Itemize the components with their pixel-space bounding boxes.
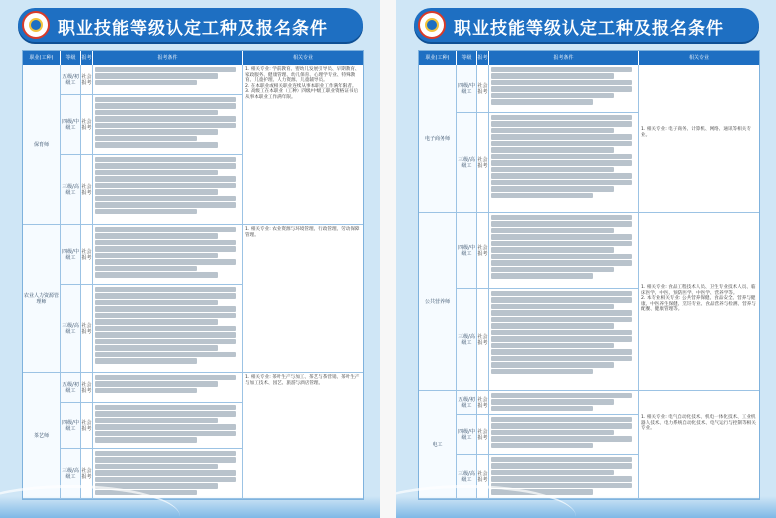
conditions-cell [93,403,243,449]
header-related: 相关专业 [639,51,759,65]
conditions-cell [93,155,243,225]
related-text: 1. 相关专业: 茶叶生产与加工、茶艺与茶营销、茶叶生产与加工技术、园艺、旅游与酒店管理。 [245,375,360,386]
occupation-cell: 茶艺师 [23,373,61,499]
method-cell: 社会报考 [477,455,489,499]
requirements-table [418,50,760,500]
level-cell: 三级/高级工 [457,455,477,499]
method-cell: 社会报考 [477,391,489,415]
method-cell: 社会报考 [81,65,93,95]
method-cell: 社会报考 [81,373,93,403]
level-cell: 四级/中级工 [61,403,81,449]
related-text: 1. 相关专业: 农业资源与环境管理、行政管理、劳动保障管理。 [245,227,360,238]
level-cell: 三级/高级工 [61,155,81,225]
header-method: 报考方式 [477,51,489,65]
occupation-cell: 电工 [419,391,457,499]
related-text: 2. 在本职业或相关职业连续从事本职业工作满年限者。 [245,83,357,89]
level-cell: 三级/高级工 [457,113,477,213]
level-cell: 四级/中级工 [457,415,477,455]
method-cell: 社会报考 [477,113,489,213]
related-cell [639,213,759,391]
occupation-cell: 保育师 [23,65,61,225]
method-cell: 社会报考 [81,155,93,225]
related-cell [243,225,363,373]
level-cell: 四级/中级工 [457,65,477,113]
method-cell: 社会报考 [81,449,93,499]
level-cell: 三级/高级工 [457,289,477,391]
method-cell: 社会报考 [477,289,489,391]
header-occupation: 职业(工种) [23,51,61,65]
header-method: 报考方式 [81,51,93,65]
page-title: 职业技能等级认定工种及报名条件 [454,19,724,39]
occupation-cell: 农业人力资源管理师 [23,225,61,373]
conditions-cell [489,113,639,213]
method-cell: 社会报考 [81,403,93,449]
related-cell [243,373,363,499]
level-cell: 三级/高级工 [61,449,81,499]
conditions-cell [489,213,639,289]
related-text: 1. 相关专业: 电子商务、计算机、网络、通讯等相关专业。 [641,127,751,138]
conditions-cell [489,289,639,391]
page-header [18,8,363,42]
method-cell: 社会报考 [477,65,489,113]
header-conditions: 报考条件 [489,51,639,65]
requirements-table [22,50,364,500]
method-cell: 社会报考 [81,285,93,373]
level-cell: 四级/中级工 [61,95,81,155]
logo-icon [22,11,50,39]
conditions-cell [93,225,243,285]
conditions-cell [93,285,243,373]
conditions-cell [489,65,639,113]
related-text: 1. 相关专业: 电气自动化技术、机电一体化技术、工业机器人技术、电力系统自动化技术、电气运行与控制等相关专业。 [641,415,756,432]
related-text: 3. 高级工在本职业（工种）四级/中级工职业资格证书后从事本职业工作满年限。 [245,89,359,100]
conditions-cell [93,65,243,95]
header-occupation: 职业(工种) [419,51,457,65]
header-level: 等级 [457,51,477,65]
header-level: 等级 [61,51,81,65]
level-cell: 五级/初级工 [61,65,81,95]
method-cell: 社会报考 [81,95,93,155]
method-cell: 社会报考 [81,225,93,285]
method-cell: 社会报考 [477,415,489,455]
level-cell: 三级/高级工 [61,285,81,373]
level-cell: 四级/中级工 [61,225,81,285]
page-header [414,8,759,42]
right-page [396,0,776,518]
related-text: 1. 相关专业: 学前教育、婴幼儿发展引导员、早期教育、家政服务、健康管理、幼儿保育、心理学专业、特殊教育、儿童护理、人力资源、儿童辅导员。 [245,67,360,84]
related-cell [243,65,363,225]
occupation-cell: 公共营养师 [419,213,457,391]
conditions-cell [93,95,243,155]
related-text: 1. 相关专业: 食品工程技术人员、卫生专业技术人员、临床医学、中医、预防医学、中医学、营养学等。 [641,285,756,296]
left-page [0,0,380,518]
occupation-cell: 电子商务师 [419,65,457,213]
conditions-cell [489,415,639,455]
page-title: 职业技能等级认定工种及报名条件 [58,19,328,39]
header-conditions: 报考条件 [93,51,243,65]
level-cell: 五级/初级工 [457,391,477,415]
related-cell [639,391,759,499]
level-cell: 四级/中级工 [457,213,477,289]
header-related: 相关专业 [243,51,363,65]
related-cell [639,65,759,213]
method-cell: 社会报考 [477,213,489,289]
level-cell: 五级/初级工 [61,373,81,403]
conditions-cell [93,373,243,403]
logo-icon [418,11,446,39]
page-gutter [380,0,396,518]
related-text: 2. 本专业相关专业: 公共营养保健、食品安全、营养与健康、中医养生保健、烹饪专业、食品营养与检测、营养与配餐、健康管理等。 [641,296,756,313]
conditions-cell [489,391,639,415]
